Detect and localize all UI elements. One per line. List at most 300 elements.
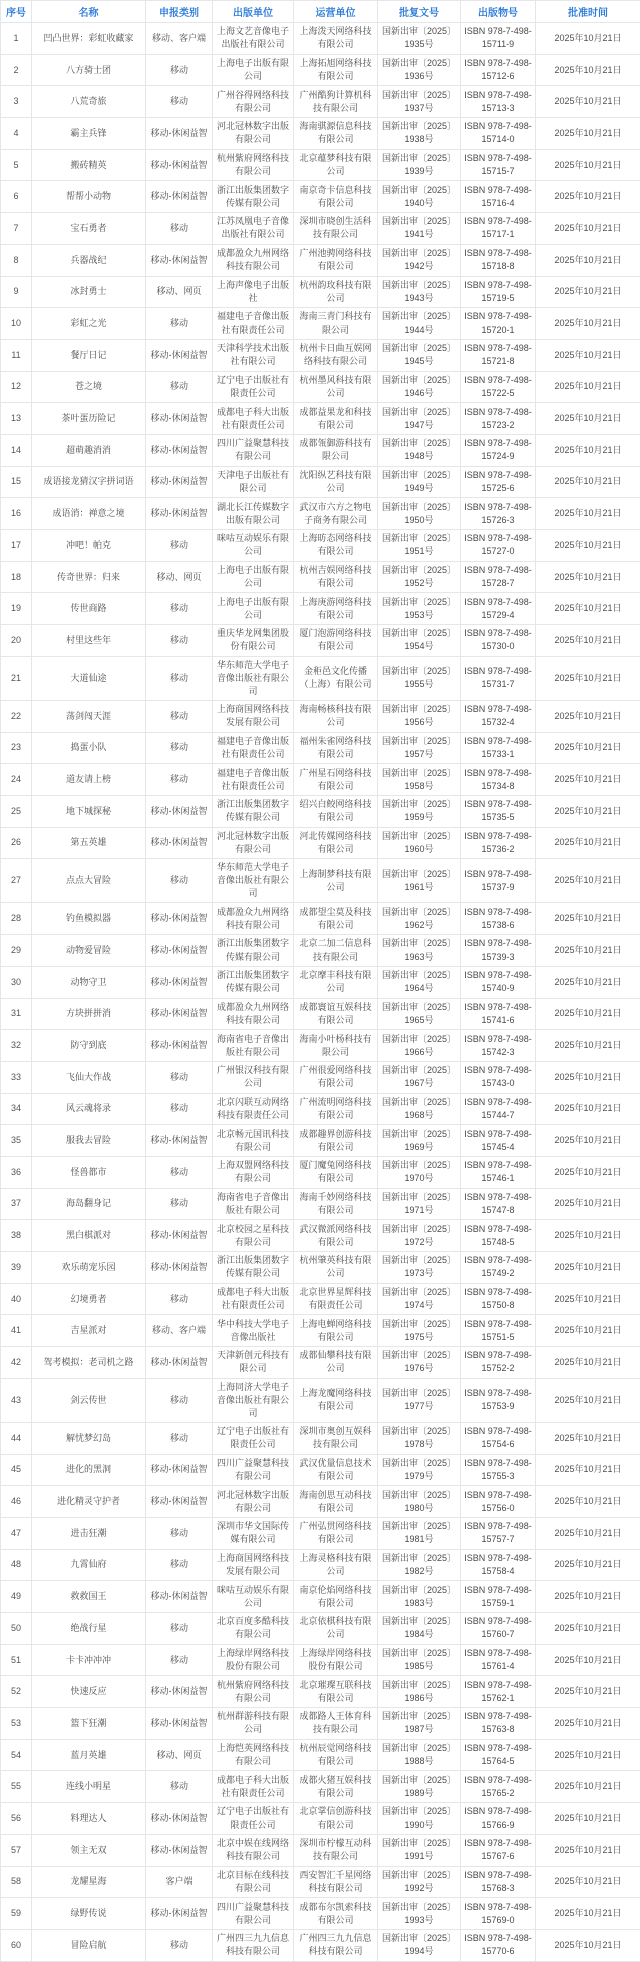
cell-publisher: 北京闪联互动网络科技有限责任公司 <box>213 1093 294 1125</box>
cell-category: 移动 <box>146 530 213 562</box>
cell-no: 39 <box>1 1252 32 1284</box>
cell-name: 料理达人 <box>32 1803 146 1835</box>
cell-publisher: 天津科学技术出版社有限公司 <box>213 339 294 371</box>
cell-approval_date: 2025年10月21日 <box>536 54 640 86</box>
cell-publication_no: ISBN 978-7-498-15712-6 <box>461 54 536 86</box>
cell-category: 移动-休闲益智 <box>146 181 213 213</box>
cell-approval_doc_no: 国新出审〔2025〕1938号 <box>378 118 461 150</box>
cell-category: 移动 <box>146 371 213 403</box>
cell-operator: 武汉优量信息技术有限公司 <box>294 1454 378 1486</box>
cell-operator: 海南小叶杨科技有限公司 <box>294 1030 378 1062</box>
cell-publisher: 天津电子出版社有限公司 <box>213 466 294 498</box>
cell-approval_doc_no: 国新出审〔2025〕1944号 <box>378 308 461 340</box>
cell-no: 54 <box>1 1739 32 1771</box>
cell-name: 救救国王 <box>32 1581 146 1613</box>
cell-operator: 成都仙攀科技有限公司 <box>294 1347 378 1379</box>
cell-category: 移动-休闲益智 <box>146 339 213 371</box>
cell-operator: 深圳市奥创互娱科技有限公司 <box>294 1422 378 1454</box>
cell-operator: 成都寰谊互娱科技有限公司 <box>294 998 378 1030</box>
cell-approval_date: 2025年10月21日 <box>536 795 640 827</box>
table-row <box>1 1644 640 1676</box>
cell-operator: 广州弘贯网络科技有限公司 <box>294 1517 378 1549</box>
col-header-category: 申报类别 <box>146 1 213 23</box>
cell-approval_date: 2025年10月21日 <box>536 1156 640 1188</box>
table-row <box>1 339 640 371</box>
cell-approval_date: 2025年10月21日 <box>536 1898 640 1930</box>
cell-category: 移动-休闲益智 <box>146 998 213 1030</box>
cell-approval_date: 2025年10月21日 <box>536 466 640 498</box>
cell-name: 冲吧！帕克 <box>32 530 146 562</box>
cell-publication_no: ISBN 978-7-498-15759-1 <box>461 1581 536 1613</box>
cell-publication_no: ISBN 978-7-498-15754-6 <box>461 1422 536 1454</box>
cell-operator: 成都布尔凯索科技有限公司 <box>294 1898 378 1930</box>
table-row <box>1 935 640 967</box>
cell-approval_date: 2025年10月21日 <box>536 149 640 181</box>
cell-operator: 上海绿岸网络科技股份有限公司 <box>294 1644 378 1676</box>
cell-name: 帮帮小动物 <box>32 181 146 213</box>
cell-publication_no: ISBN 978-7-498-15735-5 <box>461 795 536 827</box>
cell-category: 移动 <box>146 700 213 732</box>
cell-no: 45 <box>1 1454 32 1486</box>
cell-category: 移动、网页 <box>146 1739 213 1771</box>
cell-approval_date: 2025年10月21日 <box>536 308 640 340</box>
table-row <box>1 1834 640 1866</box>
cell-category: 移动-休闲益智 <box>146 1676 213 1708</box>
cell-approval_date: 2025年10月21日 <box>536 1708 640 1740</box>
cell-no: 32 <box>1 1030 32 1062</box>
table-row <box>1 700 640 732</box>
table-row <box>1 118 640 150</box>
table-row <box>1 593 640 625</box>
cell-approval_doc_no: 国新出审〔2025〕1991号 <box>378 1834 461 1866</box>
cell-approval_date: 2025年10月21日 <box>536 23 640 55</box>
cell-publisher: 四川广益聚慧科技有限公司 <box>213 1454 294 1486</box>
cell-publisher: 咪咕互动娱乐有限公司 <box>213 530 294 562</box>
cell-category: 移动 <box>146 1188 213 1220</box>
cell-publication_no: ISBN 978-7-498-15727-0 <box>461 530 536 562</box>
cell-publisher: 福建电子音像出版社有限责任公司 <box>213 764 294 796</box>
cell-approval_doc_no: 国新出审〔2025〕1985号 <box>378 1644 461 1676</box>
cell-approval_doc_no: 国新出审〔2025〕1953号 <box>378 593 461 625</box>
table-row <box>1 795 640 827</box>
table-row <box>1 1613 640 1645</box>
cell-approval_date: 2025年10月21日 <box>536 625 640 657</box>
cell-name: 风云魂将录 <box>32 1093 146 1125</box>
cell-no: 57 <box>1 1834 32 1866</box>
cell-name: 茶叶蛋历险记 <box>32 403 146 435</box>
cell-publisher: 上海双盟网络科技有限公司 <box>213 1156 294 1188</box>
cell-approval_doc_no: 国新出审〔2025〕1978号 <box>378 1422 461 1454</box>
cell-no: 3 <box>1 86 32 118</box>
cell-approval_date: 2025年10月21日 <box>536 1030 640 1062</box>
cell-approval_doc_no: 国新出审〔2025〕1992号 <box>378 1866 461 1898</box>
table-row <box>1 998 640 1030</box>
cell-no: 40 <box>1 1283 32 1315</box>
table-row <box>1 1156 640 1188</box>
cell-publication_no: ISBN 978-7-498-15749-2 <box>461 1252 536 1284</box>
cell-name: 领主无双 <box>32 1834 146 1866</box>
cell-operator: 金秬邑文化传播（上海）有限公司 <box>294 656 378 700</box>
cell-operator: 北京依棋科技有限公司 <box>294 1613 378 1645</box>
cell-operator: 北京二加二信息科技有限公司 <box>294 935 378 967</box>
cell-approval_date: 2025年10月21日 <box>536 86 640 118</box>
cell-publisher: 天津新创元科技有限公司 <box>213 1347 294 1379</box>
cell-operator: 海南千妙网络科技有限公司 <box>294 1188 378 1220</box>
cell-approval_date: 2025年10月21日 <box>536 1644 640 1676</box>
cell-approval_date: 2025年10月21日 <box>536 859 640 903</box>
cell-name: 海岛翻身记 <box>32 1188 146 1220</box>
cell-no: 7 <box>1 213 32 245</box>
cell-category: 移动、客户端 <box>146 23 213 55</box>
cell-approval_date: 2025年10月21日 <box>536 1125 640 1157</box>
cell-category: 移动-休闲益智 <box>146 466 213 498</box>
cell-operator: 成都火猪互娱科技有限公司 <box>294 1771 378 1803</box>
cell-publication_no: ISBN 978-7-498-15744-7 <box>461 1093 536 1125</box>
cell-approval_date: 2025年10月21日 <box>536 998 640 1030</box>
cell-operator: 上海拓旭网络科技有限公司 <box>294 54 378 86</box>
table-row <box>1 371 640 403</box>
cell-name: 点点大冒险 <box>32 859 146 903</box>
cell-approval_doc_no: 国新出审〔2025〕1947号 <box>378 403 461 435</box>
cell-operator: 杭州肇英科技有限公司 <box>294 1252 378 1284</box>
cell-no: 47 <box>1 1517 32 1549</box>
cell-publication_no: ISBN 978-7-498-15762-1 <box>461 1676 536 1708</box>
cell-category: 移动-休闲益智 <box>146 1454 213 1486</box>
cell-approval_date: 2025年10月21日 <box>536 1188 640 1220</box>
cell-publisher: 江苏凤凰电子音像出版社有限公司 <box>213 213 294 245</box>
cell-name: 蓝月英雄 <box>32 1739 146 1771</box>
cell-no: 37 <box>1 1188 32 1220</box>
cell-publication_no: ISBN 978-7-498-15763-8 <box>461 1708 536 1740</box>
table-row <box>1 498 640 530</box>
cell-operator: 广州四三九九信息科技有限公司 <box>294 1929 378 1961</box>
table-row <box>1 1549 640 1581</box>
cell-approval_doc_no: 国新出审〔2025〕1946号 <box>378 371 461 403</box>
cell-approval_date: 2025年10月21日 <box>536 700 640 732</box>
cell-name: 驾考模拟：老司机之路 <box>32 1347 146 1379</box>
cell-no: 14 <box>1 434 32 466</box>
cell-approval_date: 2025年10月21日 <box>536 498 640 530</box>
table-row <box>1 149 640 181</box>
cell-name: 进化精灵守护者 <box>32 1486 146 1518</box>
cell-approval_date: 2025年10月21日 <box>536 593 640 625</box>
cell-no: 35 <box>1 1125 32 1157</box>
cell-publication_no: ISBN 978-7-498-15713-3 <box>461 86 536 118</box>
table-row <box>1 561 640 593</box>
cell-approval_date: 2025年10月21日 <box>536 1093 640 1125</box>
cell-category: 移动 <box>146 1283 213 1315</box>
cell-category: 移动-休闲益智 <box>146 903 213 935</box>
cell-category: 移动 <box>146 1378 213 1422</box>
cell-name: 凹凸世界：彩虹收藏家 <box>32 23 146 55</box>
cell-operator: 海南畅核科技有限公司 <box>294 700 378 732</box>
cell-publisher: 成都盈众九州网络科技有限公司 <box>213 998 294 1030</box>
cell-publication_no: ISBN 978-7-498-15764-5 <box>461 1739 536 1771</box>
table-row <box>1 1739 640 1771</box>
cell-no: 12 <box>1 371 32 403</box>
cell-name: 村里这些年 <box>32 625 146 657</box>
cell-approval_doc_no: 国新出审〔2025〕1962号 <box>378 903 461 935</box>
cell-operator: 武汉市六方之物电子商务有限公司 <box>294 498 378 530</box>
cell-name: 动物爱冒险 <box>32 935 146 967</box>
cell-publisher: 华中科技大学电子音像出版社 <box>213 1315 294 1347</box>
cell-name: 欢乐萌宠乐园 <box>32 1252 146 1284</box>
cell-operator: 上海电蝉网络科技有限公司 <box>294 1315 378 1347</box>
cell-approval_doc_no: 国新出审〔2025〕1981号 <box>378 1517 461 1549</box>
cell-name: 餐厅日记 <box>32 339 146 371</box>
cell-publication_no: ISBN 978-7-498-15725-6 <box>461 466 536 498</box>
cell-operator: 上海泼天网络科技有限公司 <box>294 23 378 55</box>
cell-operator: 成都路人王体育科技有限公司 <box>294 1708 378 1740</box>
cell-operator: 北京世界星辉科技有限责任公司 <box>294 1283 378 1315</box>
cell-publisher: 上海声像电子出版社 <box>213 276 294 308</box>
table-row <box>1 23 640 55</box>
cell-publisher: 浙江出版集团数字传媒有限公司 <box>213 966 294 998</box>
table-row <box>1 434 640 466</box>
cell-approval_doc_no: 国新出审〔2025〕1956号 <box>378 700 461 732</box>
cell-approval_date: 2025年10月21日 <box>536 1454 640 1486</box>
table-row <box>1 1125 640 1157</box>
cell-publisher: 福建电子音像出版社有限责任公司 <box>213 308 294 340</box>
cell-no: 48 <box>1 1549 32 1581</box>
cell-publication_no: ISBN 978-7-498-15728-7 <box>461 561 536 593</box>
table-row <box>1 1708 640 1740</box>
header-row <box>1 1 640 23</box>
cell-publisher: 广州四三九九信息科技有限公司 <box>213 1929 294 1961</box>
cell-publication_no: ISBN 978-7-498-15765-2 <box>461 1771 536 1803</box>
cell-publication_no: ISBN 978-7-498-15770-6 <box>461 1929 536 1961</box>
cell-category: 移动-休闲益智 <box>146 795 213 827</box>
cell-publication_no: ISBN 978-7-498-15718-8 <box>461 244 536 276</box>
cell-approval_date: 2025年10月21日 <box>536 530 640 562</box>
cell-publisher: 上海恺英网络科技有限公司 <box>213 1739 294 1771</box>
cell-approval_doc_no: 国新出审〔2025〕1948号 <box>378 434 461 466</box>
col-header-approval-date: 批准时间 <box>536 1 640 23</box>
cell-name: 防守到底 <box>32 1030 146 1062</box>
cell-publisher: 海南省电子音像出版社有限公司 <box>213 1030 294 1062</box>
cell-approval_doc_no: 国新出审〔2025〕1982号 <box>378 1549 461 1581</box>
cell-approval_date: 2025年10月21日 <box>536 935 640 967</box>
cell-publication_no: ISBN 978-7-498-15729-4 <box>461 593 536 625</box>
cell-category: 移动 <box>146 1771 213 1803</box>
cell-no: 38 <box>1 1220 32 1252</box>
cell-no: 41 <box>1 1315 32 1347</box>
cell-category: 移动 <box>146 1929 213 1961</box>
cell-operator: 杭州吉娱网络科技有限公司 <box>294 561 378 593</box>
cell-publication_no: ISBN 978-7-498-15715-7 <box>461 149 536 181</box>
cell-publication_no: ISBN 978-7-498-15711-9 <box>461 23 536 55</box>
cell-publication_no: ISBN 978-7-498-15747-8 <box>461 1188 536 1220</box>
cell-category: 移动-休闲益智 <box>146 149 213 181</box>
cell-publication_no: ISBN 978-7-498-15742-3 <box>461 1030 536 1062</box>
cell-category: 移动-休闲益智 <box>146 1803 213 1835</box>
cell-approval_doc_no: 国新出审〔2025〕1959号 <box>378 795 461 827</box>
cell-publisher: 北京百度多酷科技有限公司 <box>213 1613 294 1645</box>
cell-no: 25 <box>1 795 32 827</box>
cell-operator: 上海龙魔网络科技有限公司 <box>294 1378 378 1422</box>
cell-name: 连线小明星 <box>32 1771 146 1803</box>
cell-name: 成语消：禅意之境 <box>32 498 146 530</box>
cell-name: 彩虹之光 <box>32 308 146 340</box>
cell-category: 移动-休闲益智 <box>146 498 213 530</box>
cell-operator: 深圳市晓创生活科技有限公司 <box>294 213 378 245</box>
cell-operator: 广州流明网络科技有限公司 <box>294 1093 378 1125</box>
cell-operator: 成都趣界创游科技有限公司 <box>294 1125 378 1157</box>
cell-name: 宝石勇者 <box>32 213 146 245</box>
cell-operator: 杭州韵玫科技有限公司 <box>294 276 378 308</box>
cell-publisher: 浙江出版集团数字传媒有限公司 <box>213 1252 294 1284</box>
cell-name: 卡卡冲冲冲 <box>32 1644 146 1676</box>
cell-no: 23 <box>1 732 32 764</box>
cell-name: 冰封勇士 <box>32 276 146 308</box>
cell-publication_no: ISBN 978-7-498-15751-5 <box>461 1315 536 1347</box>
cell-name: 进化的黑洞 <box>32 1454 146 1486</box>
table-row <box>1 403 640 435</box>
cell-publisher: 上海电子出版有限公司 <box>213 561 294 593</box>
cell-approval_doc_no: 国新出审〔2025〕1967号 <box>378 1061 461 1093</box>
cell-no: 50 <box>1 1613 32 1645</box>
cell-publisher: 成都电子科大出版社有限责任公司 <box>213 1283 294 1315</box>
cell-name: 道友请上榜 <box>32 764 146 796</box>
cell-no: 10 <box>1 308 32 340</box>
cell-publisher: 北京校园之星科技有限公司 <box>213 1220 294 1252</box>
cell-publisher: 成都电子科大出版社有限责任公司 <box>213 403 294 435</box>
cell-approval_doc_no: 国新出审〔2025〕1937号 <box>378 86 461 118</box>
cell-operator: 北京蕴梦科技有限公司 <box>294 149 378 181</box>
table-row <box>1 1898 640 1930</box>
cell-publisher: 上海商国网络科技发展有限公司 <box>213 700 294 732</box>
cell-no: 56 <box>1 1803 32 1835</box>
cell-publisher: 上海文艺音像电子出版社有限公司 <box>213 23 294 55</box>
cell-approval_doc_no: 国新出审〔2025〕1979号 <box>378 1454 461 1486</box>
cell-operator: 广州星石网络科技有限公司 <box>294 764 378 796</box>
cell-name: 快速反应 <box>32 1676 146 1708</box>
cell-name: 绿野传说 <box>32 1898 146 1930</box>
table-row <box>1 1422 640 1454</box>
table-row <box>1 1676 640 1708</box>
cell-no: 26 <box>1 827 32 859</box>
cell-publisher: 杭州紫府网络科技有限公司 <box>213 149 294 181</box>
cell-approval_date: 2025年10月21日 <box>536 1676 640 1708</box>
cell-operator: 福州朱雀网络科技有限公司 <box>294 732 378 764</box>
cell-approval_date: 2025年10月21日 <box>536 1929 640 1961</box>
cell-approval_date: 2025年10月21日 <box>536 1834 640 1866</box>
cell-name: 荡剑闯天涯 <box>32 700 146 732</box>
cell-approval_doc_no: 国新出审〔2025〕1961号 <box>378 859 461 903</box>
cell-publisher: 四川广益聚慧科技有限公司 <box>213 1898 294 1930</box>
cell-category: 移动 <box>146 86 213 118</box>
cell-name: 兵器战纪 <box>32 244 146 276</box>
cell-operator: 上海庚游网络科技有限公司 <box>294 593 378 625</box>
cell-no: 9 <box>1 276 32 308</box>
cell-category: 移动-休闲益智 <box>146 1898 213 1930</box>
cell-no: 55 <box>1 1771 32 1803</box>
cell-category: 移动 <box>146 1093 213 1125</box>
cell-publication_no: ISBN 978-7-498-15724-9 <box>461 434 536 466</box>
cell-approval_doc_no: 国新出审〔2025〕1965号 <box>378 998 461 1030</box>
col-header-publication-no: 出版物号 <box>461 1 536 23</box>
cell-name: 进击狂潮 <box>32 1517 146 1549</box>
cell-name: 黑白棋派对 <box>32 1220 146 1252</box>
cell-approval_date: 2025年10月21日 <box>536 1739 640 1771</box>
cell-approval_date: 2025年10月21日 <box>536 1866 640 1898</box>
table-row <box>1 530 640 562</box>
cell-approval_doc_no: 国新出审〔2025〕1945号 <box>378 339 461 371</box>
cell-operator: 绍兴白鲛网络科技有限公司 <box>294 795 378 827</box>
table-row <box>1 1517 640 1549</box>
table-row <box>1 308 640 340</box>
cell-publication_no: ISBN 978-7-498-15733-1 <box>461 732 536 764</box>
cell-approval_doc_no: 国新出审〔2025〕1969号 <box>378 1125 461 1157</box>
cell-publisher: 成都盈众九州网络科技有限公司 <box>213 244 294 276</box>
cell-no: 13 <box>1 403 32 435</box>
cell-publisher: 杭州紫府网络科技有限公司 <box>213 1676 294 1708</box>
cell-publisher: 湖北长江传媒数字出版有限公司 <box>213 498 294 530</box>
cell-name: 篮下狂潮 <box>32 1708 146 1740</box>
col-header-name: 名称 <box>32 1 146 23</box>
cell-no: 15 <box>1 466 32 498</box>
table-row <box>1 1093 640 1125</box>
table-header <box>1 1 640 23</box>
cell-publication_no: ISBN 978-7-498-15723-2 <box>461 403 536 435</box>
cell-category: 移动、客户端 <box>146 1315 213 1347</box>
table-row <box>1 1454 640 1486</box>
cell-operator: 南京伦焰网络科技有限公司 <box>294 1581 378 1613</box>
cell-publisher: 成都盈众九州网络科技有限公司 <box>213 903 294 935</box>
cell-publisher: 上海商国网络科技发展有限公司 <box>213 1549 294 1581</box>
cell-operator: 杭州辰觉网络科技有限公司 <box>294 1739 378 1771</box>
cell-no: 51 <box>1 1644 32 1676</box>
cell-approval_doc_no: 国新出审〔2025〕1943号 <box>378 276 461 308</box>
cell-publisher: 广州银汉科技有限公司 <box>213 1061 294 1093</box>
cell-approval_doc_no: 国新出审〔2025〕1963号 <box>378 935 461 967</box>
table-row <box>1 181 640 213</box>
table-row <box>1 764 640 796</box>
cell-publication_no: ISBN 978-7-498-15734-8 <box>461 764 536 796</box>
cell-approval_doc_no: 国新出审〔2025〕1940号 <box>378 181 461 213</box>
cell-approval_date: 2025年10月21日 <box>536 656 640 700</box>
cell-approval_date: 2025年10月21日 <box>536 764 640 796</box>
table-row <box>1 1803 640 1835</box>
cell-approval_doc_no: 国新出审〔2025〕1970号 <box>378 1156 461 1188</box>
cell-operator: 海南骐源信息科技有限公司 <box>294 118 378 150</box>
cell-no: 6 <box>1 181 32 213</box>
cell-publisher: 重庆华龙网集团股份有限公司 <box>213 625 294 657</box>
table-row <box>1 1315 640 1347</box>
cell-publisher: 上海同济大学电子音像出版社有限公司 <box>213 1378 294 1422</box>
cell-no: 28 <box>1 903 32 935</box>
cell-no: 17 <box>1 530 32 562</box>
cell-approval_date: 2025年10月21日 <box>536 276 640 308</box>
cell-publisher: 浙江出版集团数字传媒有限公司 <box>213 795 294 827</box>
cell-publication_no: ISBN 978-7-498-15743-0 <box>461 1061 536 1093</box>
cell-name: 超萌趣消消 <box>32 434 146 466</box>
cell-approval_doc_no: 国新出审〔2025〕1958号 <box>378 764 461 796</box>
table-row <box>1 1866 640 1898</box>
cell-publisher: 四川广益聚慧科技有限公司 <box>213 434 294 466</box>
cell-publisher: 上海电子出版有限公司 <box>213 593 294 625</box>
cell-approval_doc_no: 国新出审〔2025〕1941号 <box>378 213 461 245</box>
cell-category: 移动 <box>146 213 213 245</box>
cell-operator: 广州很爱网络科技有限公司 <box>294 1061 378 1093</box>
cell-category: 移动 <box>146 1061 213 1093</box>
cell-approval_doc_no: 国新出审〔2025〕1976号 <box>378 1347 461 1379</box>
cell-publication_no: ISBN 978-7-498-15722-5 <box>461 371 536 403</box>
cell-category: 移动-休闲益智 <box>146 966 213 998</box>
cell-no: 34 <box>1 1093 32 1125</box>
cell-approval_doc_no: 国新出审〔2025〕1990号 <box>378 1803 461 1835</box>
cell-no: 1 <box>1 23 32 55</box>
